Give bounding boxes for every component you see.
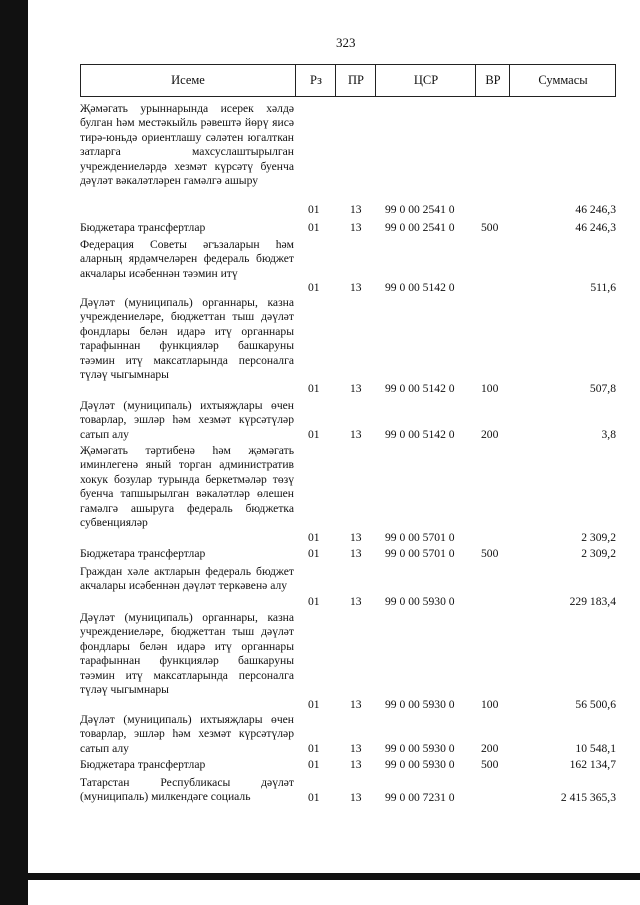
row-sum: 229 183,4 (569, 595, 616, 608)
row-pr: 13 (350, 221, 362, 234)
row-sum: 2 309,2 (581, 531, 616, 544)
row-rz: 01 (308, 531, 320, 544)
row-pr: 13 (350, 281, 362, 294)
row-name: Граждан хәле актларын федераль бюджет акчалары исәбеннән дәүләт теркәвенә алу (80, 565, 294, 593)
row-sum: 56 500,6 (575, 698, 616, 711)
row-csr: 99 0 00 5930 0 (385, 742, 455, 755)
row-rz: 01 (308, 758, 320, 771)
row-vr: 100 (481, 698, 499, 711)
row-name: Бюджетара трансфертлар (80, 221, 206, 234)
row-csr: 99 0 00 2541 0 (385, 203, 455, 216)
row-name: Дәүләт (муниципаль) органнары, казна учреждениеләре, бюджеттан тыш дәүләт фондлары белән идарә итү органнары тарафыннан функцияләр башкаруны тәэмин итү максатларында персоналга түләү чыгымнары (80, 296, 294, 382)
row-name: Федерация Советы әгъзаларын һәм аларның ярдәмчеләрен федераль бюджет акчалары исәбеннән тәэмин итү (80, 238, 294, 280)
row-name: Җәмәгать тәртибенә һәм җәмәгать иминлегенә яный торган административ хокук бозулар турында беркетмәләр төзү буенча тапшырылган вәкаләтләр өлешен гамәлгә ашыруга федераль бюджетка субвенцияләр (80, 444, 294, 530)
table-header (80, 64, 616, 97)
row-vr: 500 (481, 547, 499, 560)
row-rz: 01 (308, 547, 320, 560)
row-csr: 99 0 00 5701 0 (385, 547, 455, 560)
row-name: Дәүләт (муниципаль) ихтыяҗлары өчен товарлар, эшләр һәм хезмәт күрсәтүләр сатып алу (80, 399, 294, 441)
row-pr: 13 (350, 758, 362, 771)
row-vr: 200 (481, 428, 499, 441)
row-csr: 99 0 00 5930 0 (385, 698, 455, 711)
row-rz: 01 (308, 281, 320, 294)
row-name: Бюджетара трансфертлар (80, 547, 206, 560)
scan-bottom-edge (0, 873, 640, 880)
scan-left-edge (0, 0, 28, 905)
row-name: Дәүләт (муниципаль) органнары, казна учреждениеләре, бюджеттан тыш дәүләт фондлары белән идарә итү органнары тарафыннан функцияләр башкаруны тәэмин итү максатларында персоналга түләү чыгымнары (80, 611, 294, 697)
row-rz: 01 (308, 221, 320, 234)
row-rz: 01 (308, 428, 320, 441)
row-csr: 99 0 00 5142 0 (385, 428, 455, 441)
row-sum: 3,8 (601, 428, 616, 441)
row-vr: 500 (481, 221, 499, 234)
row-pr: 13 (350, 595, 362, 608)
row-name: Җәмәгать урыннарында исерек хәлдә булган һәм местәкыйль рәвештә йөрү яисә тирә-юньдә ориентлашу сәләтен югалткан затларга махсуслаштырылган учреждениеләрдә хезмәт күрсәтү буенча дәүләт вәкаләтләрен гамәлгә ашыру (80, 102, 294, 188)
header-csr: ЦСР (375, 65, 476, 96)
row-vr: 500 (481, 758, 499, 771)
row-rz: 01 (308, 698, 320, 711)
row-sum: 10 548,1 (575, 742, 616, 755)
header-sum: Суммасы (509, 65, 616, 96)
row-pr: 13 (350, 428, 362, 441)
row-sum: 2 309,2 (581, 547, 616, 560)
row-name: Дәүләт (муниципаль) ихтыяҗлары өчен товарлар, эшләр һәм хезмәт күрсәтүләр сатып алу (80, 713, 294, 755)
row-pr: 13 (350, 547, 362, 560)
row-csr: 99 0 00 5930 0 (385, 595, 455, 608)
row-name: Татарстан Республикасы дәүләт (муниципаль) милкендәге социаль (80, 776, 294, 804)
row-sum: 162 134,7 (569, 758, 616, 771)
row-rz: 01 (308, 742, 320, 755)
row-sum: 2 415 365,3 (560, 791, 616, 804)
header-pr: ПР (335, 65, 376, 96)
header-vr: ВР (475, 65, 510, 96)
row-csr: 99 0 00 5930 0 (385, 758, 455, 771)
row-vr: 100 (481, 382, 499, 395)
row-pr: 13 (350, 742, 362, 755)
row-rz: 01 (308, 595, 320, 608)
row-pr: 13 (350, 203, 362, 216)
header-name: Исеме (171, 73, 205, 87)
row-pr: 13 (350, 698, 362, 711)
row-csr: 99 0 00 5701 0 (385, 531, 455, 544)
row-csr: 99 0 00 2541 0 (385, 221, 455, 234)
row-rz: 01 (308, 203, 320, 216)
row-sum: 507,8 (589, 382, 616, 395)
row-csr: 99 0 00 5142 0 (385, 281, 455, 294)
header-rz: Рз (295, 65, 336, 96)
row-rz: 01 (308, 382, 320, 395)
row-pr: 13 (350, 531, 362, 544)
row-name: Бюджетара трансфертлар (80, 758, 206, 771)
row-sum: 46 246,3 (575, 203, 616, 216)
page-number: 323 (336, 35, 356, 50)
row-csr: 99 0 00 7231 0 (385, 791, 455, 804)
row-sum: 511,6 (590, 281, 616, 294)
budget-table (80, 64, 616, 804)
row-pr: 13 (350, 791, 362, 804)
row-vr: 200 (481, 742, 499, 755)
row-rz: 01 (308, 791, 320, 804)
row-sum: 46 246,3 (575, 221, 616, 234)
row-pr: 13 (350, 382, 362, 395)
row-csr: 99 0 00 5142 0 (385, 382, 455, 395)
